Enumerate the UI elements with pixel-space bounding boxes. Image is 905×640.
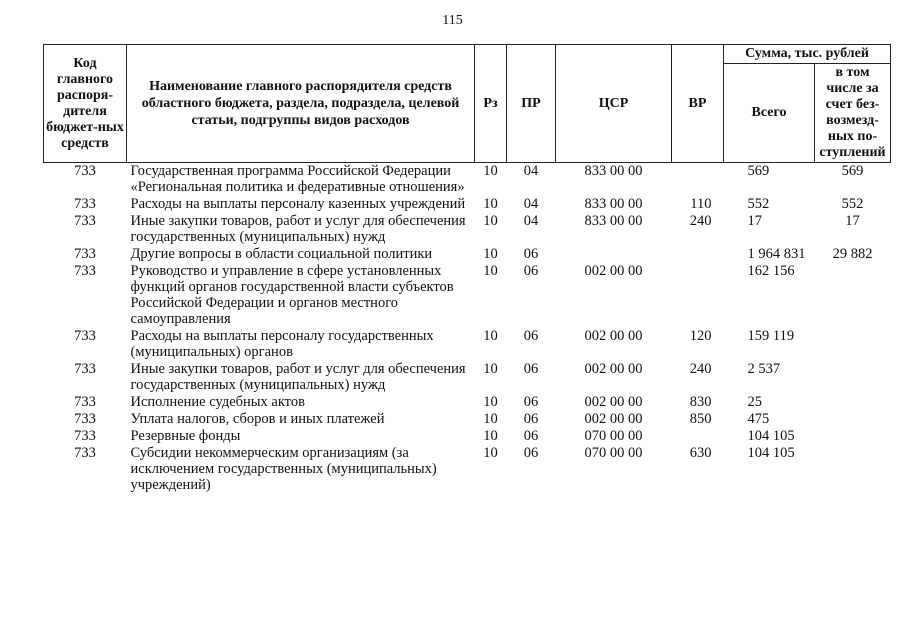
- cell-vr: [672, 163, 724, 197]
- cell-extra: [815, 263, 891, 328]
- cell-rz: 10: [483, 196, 498, 212]
- cell-total: 104 105: [747, 428, 795, 444]
- cell-csr: [556, 246, 672, 263]
- cell-name: Другие вопросы в области социальной политики: [130, 246, 433, 262]
- cell-name: Резервные фонды: [130, 428, 241, 444]
- cell-pr: 06: [523, 411, 539, 427]
- cell-code: 733: [74, 213, 96, 229]
- cell-pr: 06: [523, 428, 539, 444]
- cell-total: 17: [747, 213, 762, 229]
- cell-rz: 10: [483, 394, 498, 410]
- cell-csr: 002 00 00: [584, 263, 643, 279]
- cell-rz: 10: [483, 246, 498, 262]
- cell-total: 475: [747, 411, 770, 427]
- cell-vr: 830: [689, 394, 712, 410]
- cell-total: 104 105: [747, 445, 795, 461]
- header-total: Всего: [724, 64, 815, 163]
- header-csr: ЦСР: [556, 45, 672, 163]
- cell-rz: 10: [483, 411, 498, 427]
- cell-pr: 06: [523, 445, 539, 461]
- cell-rz: 10: [483, 163, 498, 179]
- cell-rz: 10: [483, 445, 498, 461]
- cell-code: 733: [74, 445, 96, 461]
- cell-total: 552: [747, 196, 770, 212]
- cell-csr: 002 00 00: [584, 328, 643, 344]
- table-row: [44, 428, 891, 445]
- cell-code: 733: [74, 394, 96, 410]
- cell-extra: [815, 328, 891, 361]
- header-pr: ПР: [507, 45, 556, 163]
- cell-name: Государственная программа Российской Федерации «Региональная политика и федеративные отношения»: [130, 163, 465, 195]
- header-vr: ВР: [672, 45, 724, 163]
- table-row: [44, 411, 891, 428]
- cell-vr: 240: [689, 361, 712, 377]
- cell-vr: 630: [689, 445, 712, 461]
- header-sum: Сумма, тыс. рублей: [724, 45, 891, 64]
- cell-name: Расходы на выплаты персоналу государственных (муниципальных) органов: [130, 328, 434, 360]
- cell-csr: 002 00 00: [584, 411, 643, 427]
- table-row: [44, 361, 891, 394]
- cell-total: 2 537: [747, 361, 781, 377]
- header-name: Наименование главного распорядителя средств областного бюджета, раздела, подраздела, целевой статьи, подгруппы видов расходов: [127, 45, 475, 163]
- cell-code: 733: [74, 361, 96, 377]
- table-row: [44, 445, 891, 494]
- cell-name: Иные закупки товаров, работ и услуг для обеспечения государственных (муниципальных) нужд: [130, 213, 466, 245]
- cell-extra: 17: [845, 213, 860, 229]
- table-row: [44, 394, 891, 411]
- cell-pr: 06: [523, 361, 539, 377]
- header-rz: Рз: [475, 45, 507, 163]
- cell-extra: [815, 428, 891, 445]
- cell-vr: 850: [689, 411, 712, 427]
- cell-vr: 120: [689, 328, 712, 344]
- budget-table: [43, 44, 891, 494]
- cell-rz: 10: [483, 263, 498, 279]
- table-row: [44, 246, 891, 263]
- cell-csr: 070 00 00: [584, 445, 643, 461]
- cell-pr: 04: [523, 163, 539, 179]
- cell-pr: 06: [523, 263, 539, 279]
- header-extra: в том числе за счет без-возмезд-ных по-ступлений: [815, 64, 891, 163]
- cell-csr: 070 00 00: [584, 428, 643, 444]
- cell-csr: 833 00 00: [584, 213, 643, 229]
- cell-extra: [815, 411, 891, 428]
- cell-vr: [672, 428, 724, 445]
- cell-code: 733: [74, 196, 96, 212]
- table-row: [44, 328, 891, 361]
- cell-pr: 04: [523, 196, 539, 212]
- cell-rz: 10: [483, 361, 498, 377]
- table-row: [44, 263, 891, 328]
- cell-pr: 04: [523, 213, 539, 229]
- cell-pr: 06: [523, 328, 539, 344]
- cell-rz: 10: [483, 213, 498, 229]
- cell-vr: 110: [690, 196, 712, 212]
- cell-extra: [815, 361, 891, 394]
- cell-name: Руководство и управление в сфере установленных функций органов государственной власти субъектов Российской Федерации и органов местного самоуправления: [130, 263, 454, 327]
- cell-total: 569: [747, 163, 770, 179]
- table-row: [44, 163, 891, 197]
- cell-name: Иные закупки товаров, работ и услуг для обеспечения государственных (муниципальных) нужд: [130, 361, 466, 393]
- cell-rz: 10: [483, 328, 498, 344]
- cell-extra: 29 882: [832, 246, 873, 262]
- cell-total: 1 964 831: [747, 246, 806, 262]
- cell-code: 733: [74, 411, 96, 427]
- cell-pr: 06: [523, 246, 539, 262]
- page-number: 115: [442, 13, 463, 28]
- cell-name: Расходы на выплаты персоналу казенных учреждений: [130, 196, 466, 212]
- cell-extra: [815, 394, 891, 411]
- cell-code: 733: [74, 246, 96, 262]
- cell-vr: [672, 263, 724, 328]
- cell-code: 733: [74, 163, 96, 179]
- cell-name: Уплата налогов, сборов и иных платежей: [130, 411, 385, 427]
- cell-csr: 833 00 00: [584, 163, 643, 179]
- cell-extra: [815, 445, 891, 494]
- cell-code: 733: [74, 428, 96, 444]
- cell-csr: 002 00 00: [584, 394, 643, 410]
- cell-name: Субсидии некоммерческим организациям (за исключением государственных (муниципальных) учреждений): [130, 445, 437, 493]
- cell-extra: 552: [841, 196, 864, 212]
- cell-pr: 06: [523, 394, 539, 410]
- cell-total: 159 119: [747, 328, 795, 344]
- cell-code: 733: [74, 328, 96, 344]
- cell-csr: 002 00 00: [584, 361, 643, 377]
- header-row: [44, 45, 891, 64]
- cell-total: 25: [747, 394, 762, 410]
- cell-name: Исполнение судебных актов: [130, 394, 305, 410]
- cell-csr: 833 00 00: [584, 196, 643, 212]
- table-row: [44, 196, 891, 213]
- cell-code: 733: [74, 263, 96, 279]
- cell-rz: 10: [483, 428, 498, 444]
- header-code: Код главного распоря-дителя бюджет-ных средств: [44, 45, 127, 163]
- table-row: [44, 213, 891, 246]
- cell-extra: 569: [841, 163, 864, 179]
- cell-vr: 240: [689, 213, 712, 229]
- cell-vr: [672, 246, 724, 263]
- cell-total: 162 156: [747, 263, 795, 279]
